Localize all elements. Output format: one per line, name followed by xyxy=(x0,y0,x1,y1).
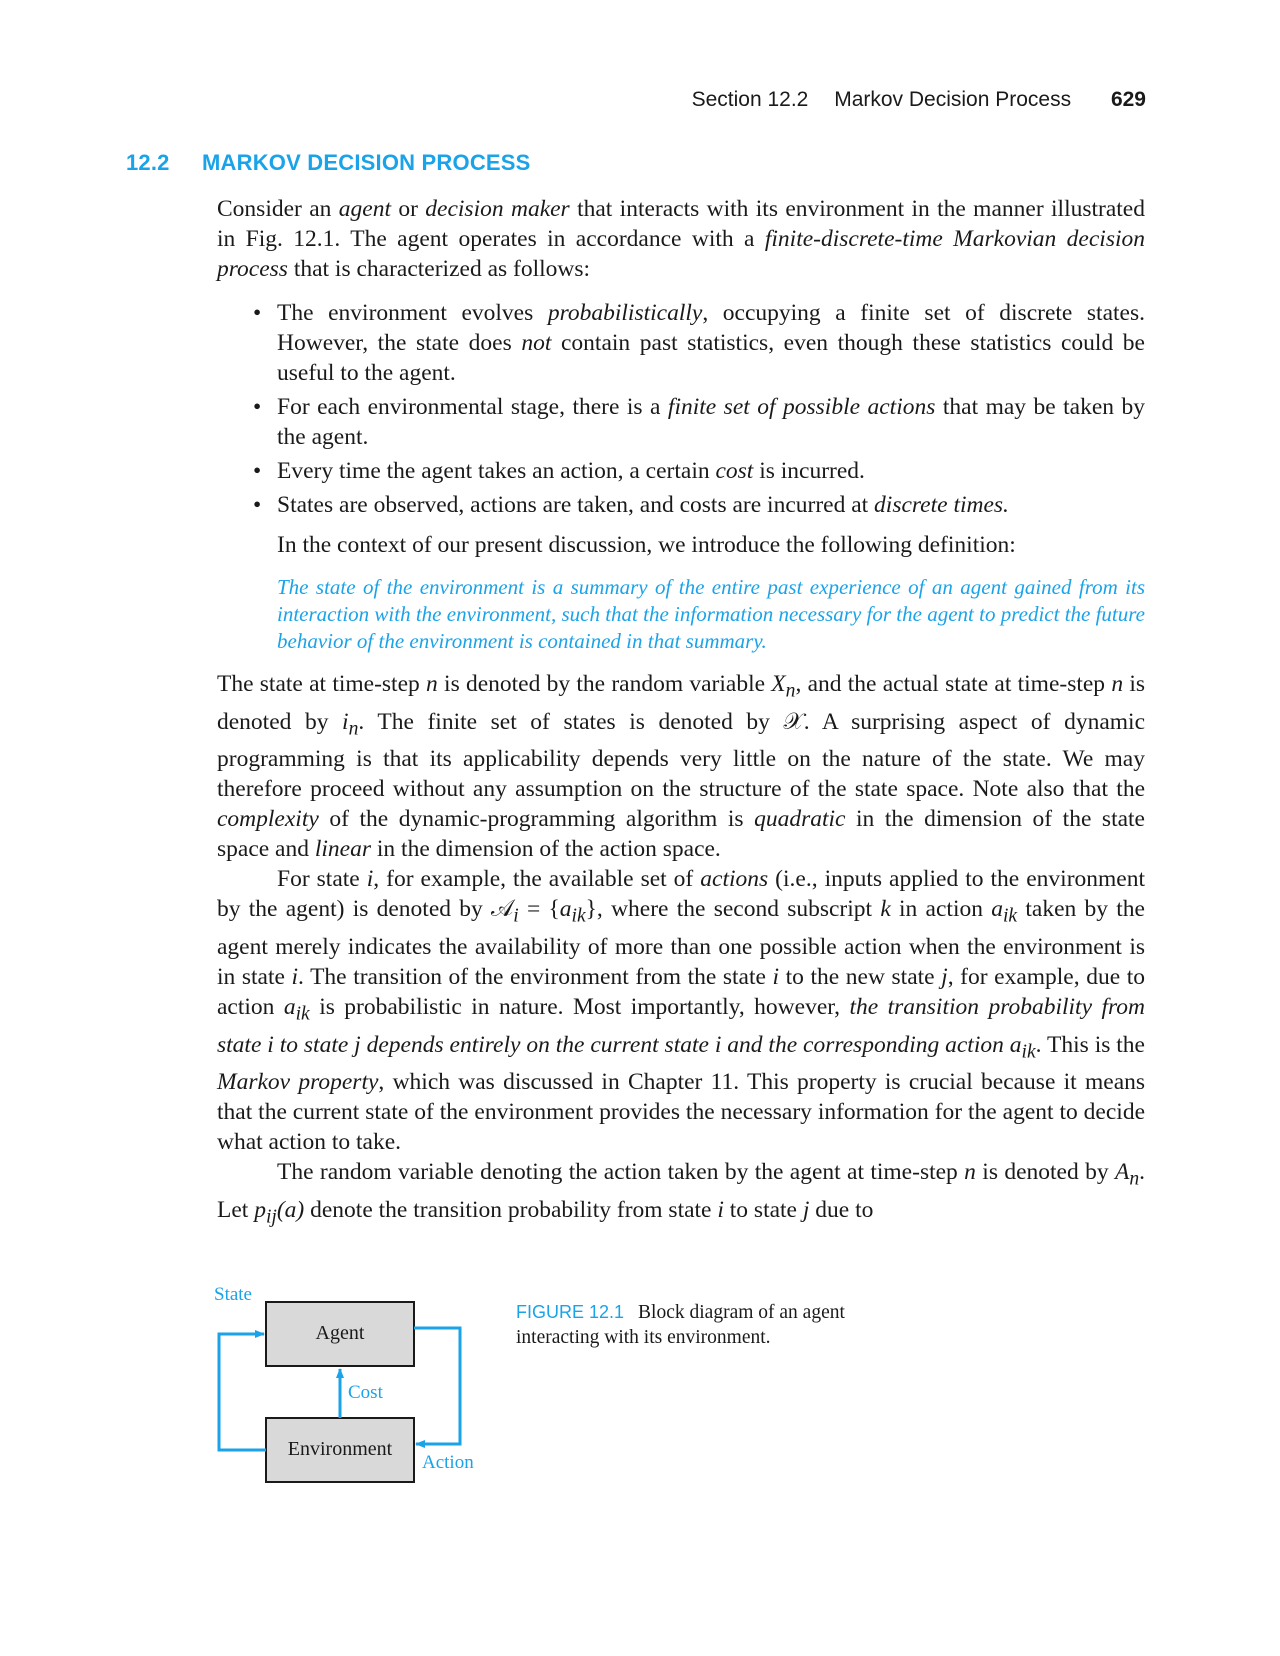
intro-paragraph: Consider an agent or decision maker that interacts with its environment in the manner illustrated in Fig. 12.1. The agent operates in accordance with a finite-discrete-time Markovian decision process that is characterized as follows: xyxy=(217,196,1145,282)
definition-block: The state of the environment is a summary of the entire past experience of an agent gained from its interaction with the environment, such that the information necessary for the agent to predict the future behavior of the environment is contained in that summary. xyxy=(277,575,1145,653)
paragraph-actions: For state i, for example, the available set of actions (i.e., inputs applied to the environment by the agent) is denoted by 𝒜$_i$ = $\{a_{ik}\}$, where the second subscript k in action $a_{ik}$ taken by the agent merely indicates the availability of more than one possible action when the environment is in state i. The transition of the environment from the state i to the new state j, for example, due to action $a_{ik}$ is probabilistic in nature. Most importantly, however, the transition probability from state i to state j depends entirely on the current state i and the corresponding action $a_{ik}$. This is the Markov property, which was discussed in Chapter 11. This property is crucial because it means that the current state of the environment provides the necessary information for the agent to decide what action to take. xyxy=(217,866,1146,1156)
body-text xyxy=(217,194,1145,1233)
caption-label: FIGURE 12.1 xyxy=(516,1302,625,1322)
action-label: Action xyxy=(422,1452,474,1473)
section-number: 12.2 xyxy=(126,150,170,175)
figure-block-diagram xyxy=(210,1284,500,1500)
paragraph-state: The state at time-step n is denoted by the random variable $X_n$, and the actual state at time-step n is denoted by $i_n$. The finite set of states is denoted by 𝒳. A surprising aspect of dynamic programming is that its applicability depends very little on the nature of the state. We may therefore proceed without any assumption on the structure of the state space. Note also that the complexity of the dynamic-programming algorithm is quadratic in the dimension of the state space and linear in the dimension of the action space. xyxy=(217,671,1145,863)
running-head-title: Markov Decision Process xyxy=(834,88,1072,111)
running-head-section: Section 12.2 xyxy=(691,88,809,111)
agent-label: Agent xyxy=(315,1322,365,1344)
state-arrow xyxy=(219,1334,266,1450)
context-paragraph: In the context of our present discussion, we introduce the following definition: xyxy=(277,532,1016,558)
page-number: 629 xyxy=(1110,88,1146,111)
list-item: • For each environmental stage, there is a finite set of possible actions that may be taken by the agent. xyxy=(277,392,1145,452)
running-head xyxy=(692,88,1146,112)
cost-label: Cost xyxy=(348,1382,383,1403)
list-item: • Every time the agent takes an action, a certain cost is incurred. xyxy=(277,456,1145,486)
paragraph-transition: The random variable denoting the action taken by the agent at time-step n is denoted by $A_n$. Let $p_{ij}(a)$ denote the transition probability from state i to state j due to xyxy=(217,1159,1145,1228)
caption-text: Block diagram of an agent interacting with its environment. xyxy=(516,1302,845,1348)
state-label: State xyxy=(214,1284,252,1305)
bullet-list xyxy=(217,298,1145,520)
list-item: • States are observed, actions are taken, and costs are incurred at discrete times. xyxy=(277,490,1145,520)
environment-label: Environment xyxy=(287,1438,393,1460)
section-heading xyxy=(126,150,531,176)
action-arrow xyxy=(414,1328,460,1444)
list-item: • The environment evolves probabilistically, occupying a finite set of discrete states. However, the state does not contain past statistics, even though these statistics could be useful to the agent. xyxy=(277,298,1145,388)
figure-caption xyxy=(516,1300,856,1350)
section-title: MARKOV DECISION PROCESS xyxy=(202,150,531,175)
